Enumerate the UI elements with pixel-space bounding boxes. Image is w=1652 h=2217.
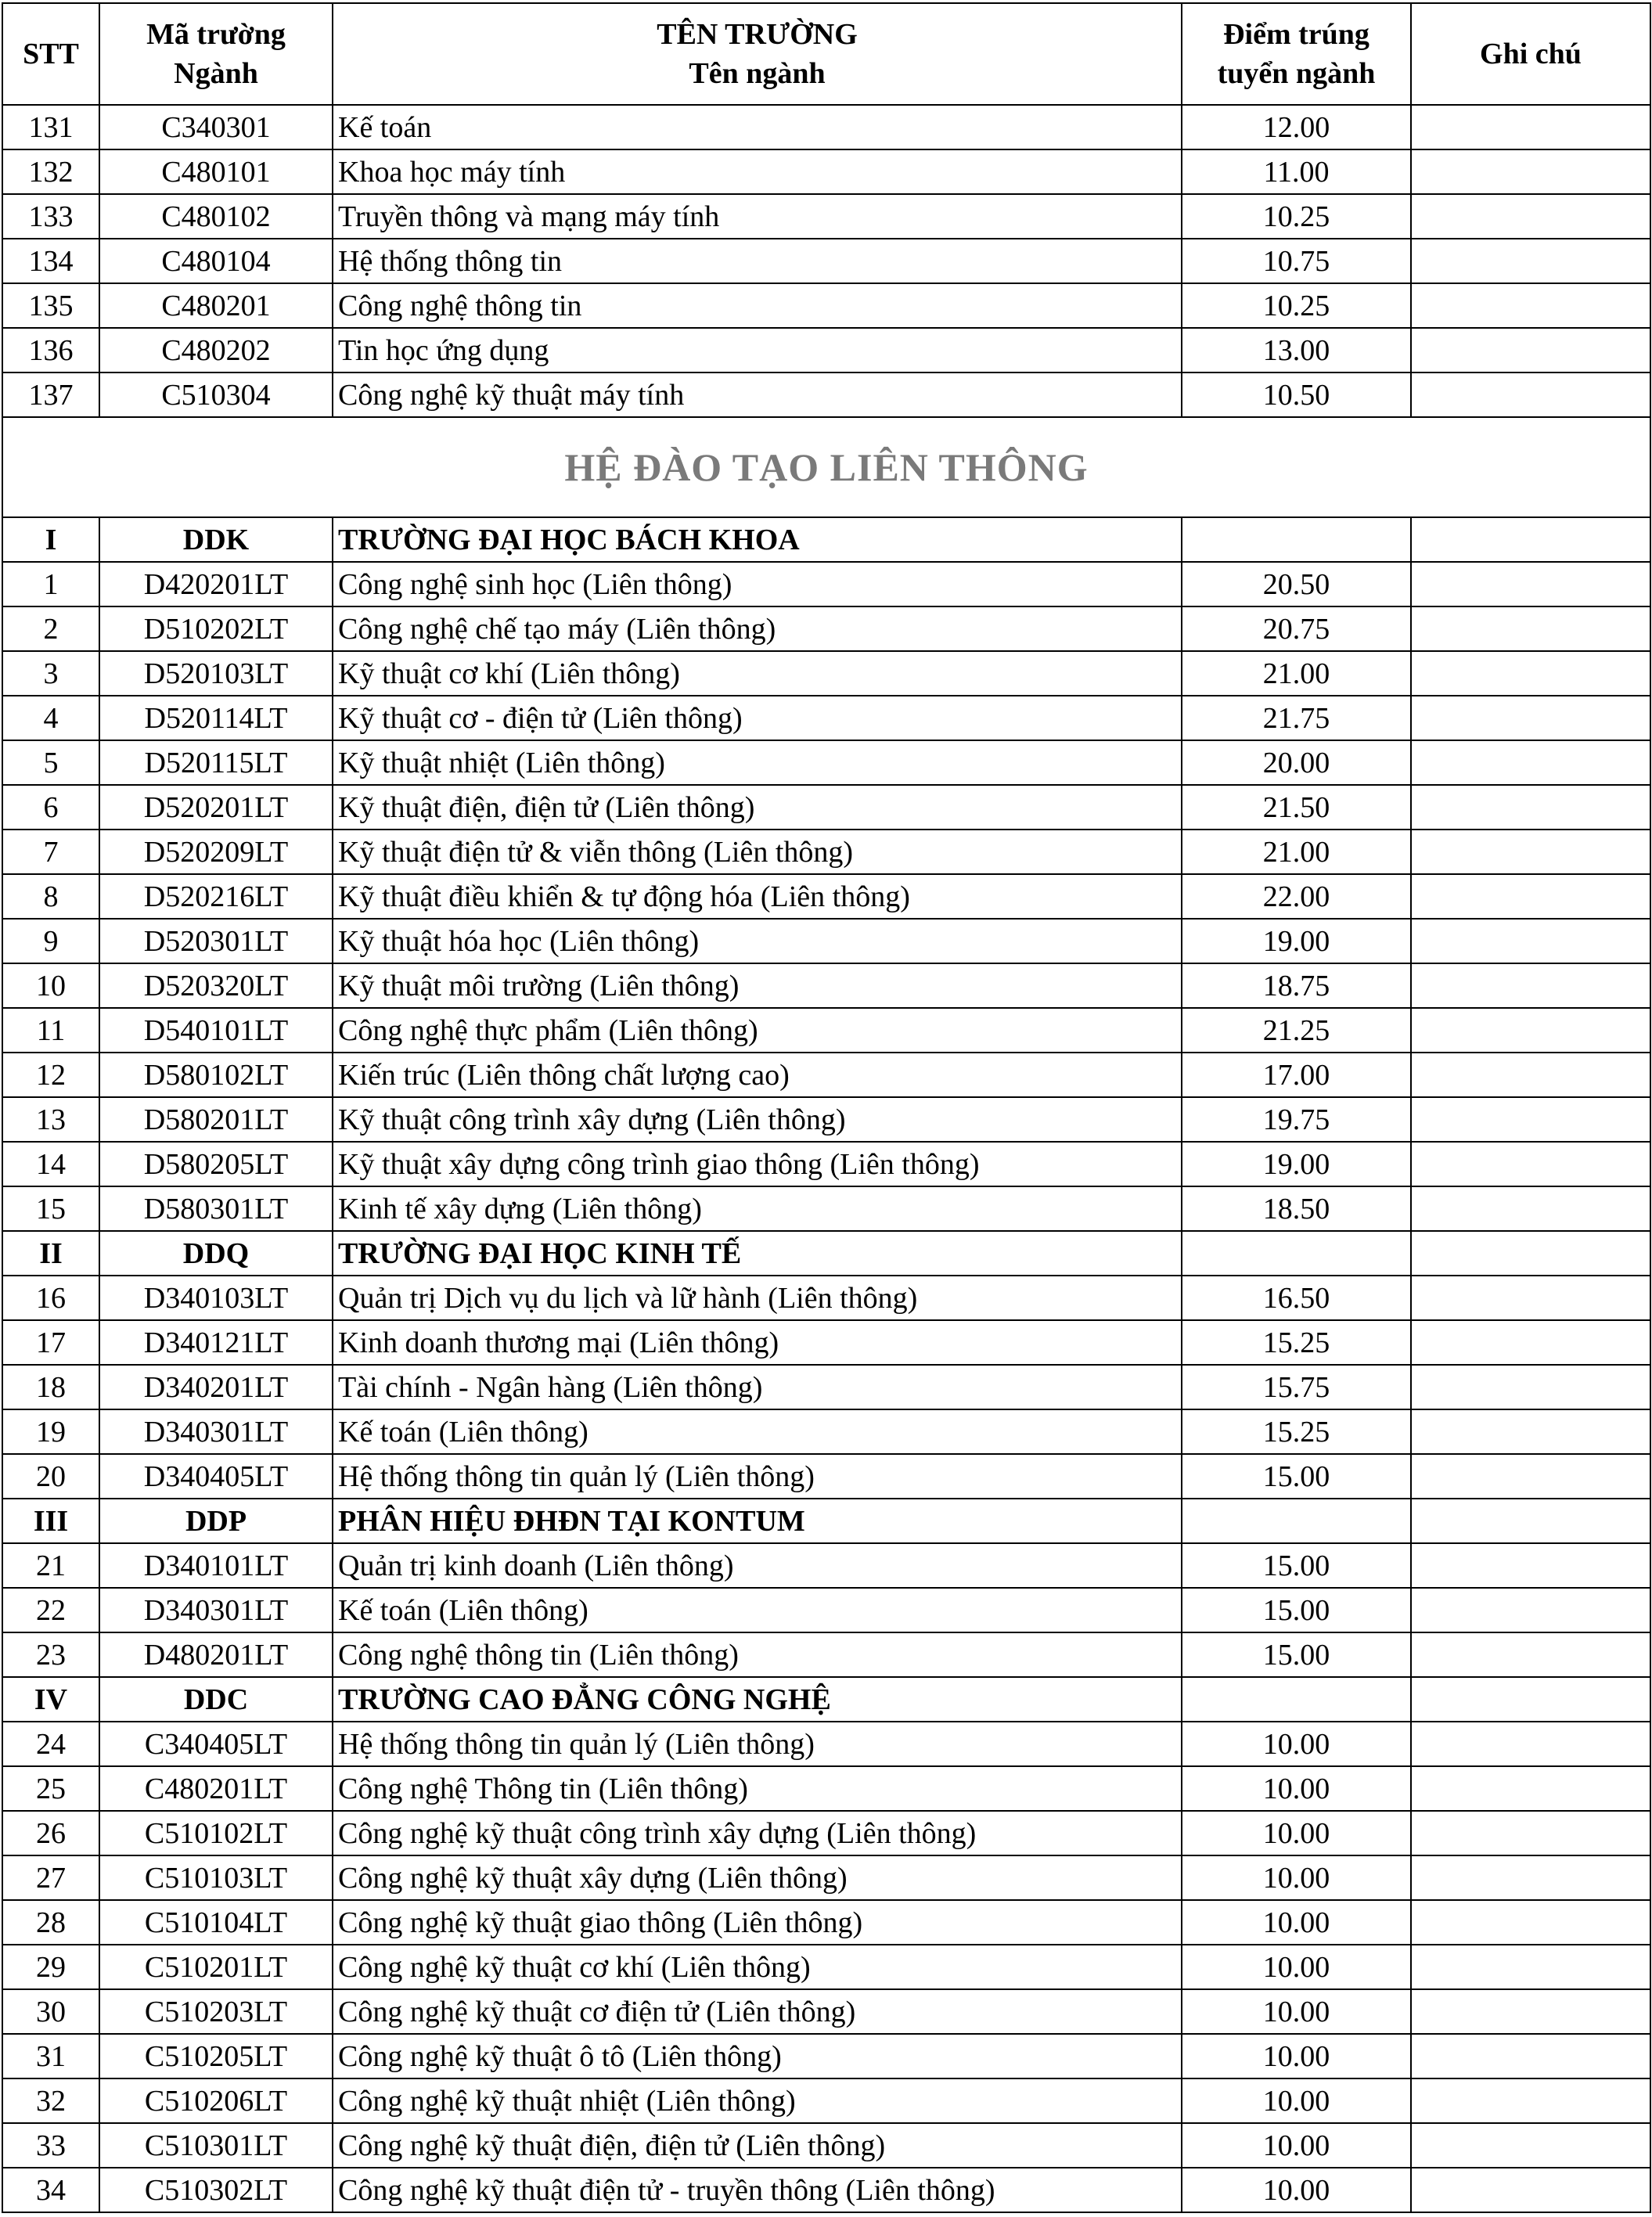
row-note — [1411, 740, 1650, 785]
row-score: 17.00 — [1182, 1053, 1411, 1097]
row-name: Công nghệ kỹ thuật ô tô (Liên thông) — [333, 2034, 1182, 2078]
table-row — [2, 2034, 1650, 2078]
row-stt: 24 — [2, 1722, 99, 1766]
row-note — [1411, 651, 1650, 696]
row-stt: 14 — [2, 1142, 99, 1186]
table-row — [2, 1766, 1650, 1811]
row-note — [1411, 2034, 1650, 2078]
row-note — [1411, 1365, 1650, 1409]
table-row — [2, 1186, 1650, 1231]
row-stt: 18 — [2, 1365, 99, 1409]
row-name: Hệ thống thông tin quản lý (Liên thông) — [333, 1454, 1182, 1499]
row-note — [1411, 328, 1650, 372]
header-score-line2: tuyển ngành — [1217, 57, 1376, 90]
row-stt: 5 — [2, 740, 99, 785]
group-row — [2, 1677, 1650, 1722]
table-row — [2, 1588, 1650, 1632]
row-code: C510103LT — [99, 1855, 333, 1900]
row-note — [1411, 785, 1650, 830]
row-name: Kế toán — [333, 105, 1182, 149]
table-row — [2, 562, 1650, 606]
row-score: 18.50 — [1182, 1186, 1411, 1231]
group-name: PHÂN HIỆU ĐHĐN TẠI KONTUM — [333, 1499, 1182, 1543]
header-code — [99, 3, 333, 105]
row-stt: 31 — [2, 2034, 99, 2078]
row-note — [1411, 1632, 1650, 1677]
group-score — [1182, 517, 1411, 562]
header-stt: STT — [2, 3, 99, 105]
table-row — [2, 1900, 1650, 1945]
row-name: Công nghệ sinh học (Liên thông) — [333, 562, 1182, 606]
row-note — [1411, 1900, 1650, 1945]
row-name: Công nghệ kỹ thuật giao thông (Liên thông) — [333, 1900, 1182, 1945]
row-stt: 20 — [2, 1454, 99, 1499]
table-row — [2, 328, 1650, 372]
table-body — [2, 105, 1650, 2212]
row-code: C510304 — [99, 372, 333, 417]
row-score: 10.75 — [1182, 239, 1411, 283]
row-name: Tin học ứng dụng — [333, 328, 1182, 372]
row-note — [1411, 919, 1650, 963]
row-code: D520301LT — [99, 919, 333, 963]
group-name: TRƯỜNG CAO ĐẲNG CÔNG NGHỆ — [333, 1677, 1182, 1722]
row-score: 15.00 — [1182, 1588, 1411, 1632]
row-code: C510302LT — [99, 2168, 333, 2212]
row-note — [1411, 1097, 1650, 1142]
group-stt: I — [2, 517, 99, 562]
row-stt: 6 — [2, 785, 99, 830]
row-score: 12.00 — [1182, 105, 1411, 149]
row-score: 10.00 — [1182, 2034, 1411, 2078]
row-note — [1411, 1454, 1650, 1499]
group-row — [2, 517, 1650, 562]
group-note — [1411, 517, 1650, 562]
row-name: Công nghệ kỹ thuật công trình xây dựng (Liên thông) — [333, 1811, 1182, 1855]
row-name: Kế toán (Liên thông) — [333, 1588, 1182, 1632]
row-score: 10.25 — [1182, 283, 1411, 328]
row-code: D340405LT — [99, 1454, 333, 1499]
row-stt: 135 — [2, 283, 99, 328]
row-code: C480104 — [99, 239, 333, 283]
header-name-line1: TÊN TRƯỜNG — [657, 18, 858, 51]
row-stt: 10 — [2, 963, 99, 1008]
row-stt: 17 — [2, 1320, 99, 1365]
row-stt: 4 — [2, 696, 99, 740]
row-code: D340121LT — [99, 1320, 333, 1365]
row-name: Kinh tế xây dựng (Liên thông) — [333, 1186, 1182, 1231]
row-stt: 28 — [2, 1900, 99, 1945]
row-stt: 27 — [2, 1855, 99, 1900]
row-code: D340301LT — [99, 1409, 333, 1454]
row-score: 16.50 — [1182, 1276, 1411, 1320]
row-stt: 15 — [2, 1186, 99, 1231]
table-row — [2, 1008, 1650, 1053]
row-stt: 34 — [2, 2168, 99, 2212]
row-name: Kỹ thuật cơ khí (Liên thông) — [333, 651, 1182, 696]
row-note — [1411, 1142, 1650, 1186]
row-name: Kỹ thuật xây dựng công trình giao thông (Liên thông) — [333, 1142, 1182, 1186]
row-code: D340201LT — [99, 1365, 333, 1409]
row-score: 15.75 — [1182, 1365, 1411, 1409]
row-score: 11.00 — [1182, 149, 1411, 194]
row-note — [1411, 1008, 1650, 1053]
row-note — [1411, 1855, 1650, 1900]
table-row — [2, 1053, 1650, 1097]
row-stt: 11 — [2, 1008, 99, 1053]
row-note — [1411, 1945, 1650, 1989]
table-row — [2, 1811, 1650, 1855]
row-score: 10.50 — [1182, 372, 1411, 417]
row-name: Công nghệ kỹ thuật điện tử - truyền thông (Liên thông) — [333, 2168, 1182, 2212]
row-note — [1411, 1989, 1650, 2034]
row-code: D520114LT — [99, 696, 333, 740]
table-row — [2, 1632, 1650, 1677]
row-code: C510201LT — [99, 1945, 333, 1989]
row-stt: 133 — [2, 194, 99, 239]
row-stt: 3 — [2, 651, 99, 696]
row-name: Kỹ thuật cơ - điện tử (Liên thông) — [333, 696, 1182, 740]
row-note — [1411, 2123, 1650, 2168]
row-stt: 1 — [2, 562, 99, 606]
table-row — [2, 372, 1650, 417]
table-row — [2, 1142, 1650, 1186]
group-stt: II — [2, 1231, 99, 1276]
row-name: Khoa học máy tính — [333, 149, 1182, 194]
row-code: D520201LT — [99, 785, 333, 830]
table-row — [2, 1543, 1650, 1588]
row-stt: 13 — [2, 1097, 99, 1142]
row-code: C480102 — [99, 194, 333, 239]
row-code: C510205LT — [99, 2034, 333, 2078]
row-stt: 25 — [2, 1766, 99, 1811]
row-score: 15.00 — [1182, 1543, 1411, 1588]
group-row — [2, 1499, 1650, 1543]
table-row — [2, 785, 1650, 830]
table-row — [2, 2168, 1650, 2212]
row-score: 21.00 — [1182, 830, 1411, 874]
row-score: 15.00 — [1182, 1454, 1411, 1499]
row-score: 10.00 — [1182, 2078, 1411, 2123]
row-name: Công nghệ thông tin (Liên thông) — [333, 1632, 1182, 1677]
row-code: D580205LT — [99, 1142, 333, 1186]
row-code: C480101 — [99, 149, 333, 194]
row-stt: 131 — [2, 105, 99, 149]
row-stt: 7 — [2, 830, 99, 874]
row-code: D520103LT — [99, 651, 333, 696]
row-note — [1411, 1409, 1650, 1454]
row-name: Kỹ thuật điều khiển & tự động hóa (Liên thông) — [333, 874, 1182, 919]
row-name: Tài chính - Ngân hàng (Liên thông) — [333, 1365, 1182, 1409]
row-score: 20.75 — [1182, 606, 1411, 651]
row-score: 10.00 — [1182, 2168, 1411, 2212]
row-name: Hệ thống thông tin — [333, 239, 1182, 283]
row-note — [1411, 606, 1650, 651]
row-note — [1411, 1543, 1650, 1588]
row-score: 10.00 — [1182, 1766, 1411, 1811]
row-stt: 12 — [2, 1053, 99, 1097]
group-code: DDP — [99, 1499, 333, 1543]
row-code: D580301LT — [99, 1186, 333, 1231]
row-name: Công nghệ kỹ thuật máy tính — [333, 372, 1182, 417]
table-row — [2, 830, 1650, 874]
table-row — [2, 105, 1650, 149]
header-row — [2, 3, 1650, 105]
row-score: 19.00 — [1182, 919, 1411, 963]
table-row — [2, 2123, 1650, 2168]
row-note — [1411, 2168, 1650, 2212]
row-name: Kiến trúc (Liên thông chất lượng cao) — [333, 1053, 1182, 1097]
row-note — [1411, 372, 1650, 417]
row-name: Công nghệ Thông tin (Liên thông) — [333, 1766, 1182, 1811]
row-stt: 132 — [2, 149, 99, 194]
row-name: Kỹ thuật điện, điện tử (Liên thông) — [333, 785, 1182, 830]
row-stt: 2 — [2, 606, 99, 651]
row-stt: 32 — [2, 2078, 99, 2123]
row-code: D420201LT — [99, 562, 333, 606]
row-code: C340405LT — [99, 1722, 333, 1766]
row-stt: 16 — [2, 1276, 99, 1320]
row-code: D520216LT — [99, 874, 333, 919]
row-name: Kỹ thuật nhiệt (Liên thông) — [333, 740, 1182, 785]
row-note — [1411, 2078, 1650, 2123]
row-score: 10.00 — [1182, 1900, 1411, 1945]
row-code: C340301 — [99, 105, 333, 149]
row-name: Công nghệ kỹ thuật xây dựng (Liên thông) — [333, 1855, 1182, 1900]
row-code: D340103LT — [99, 1276, 333, 1320]
row-score: 20.00 — [1182, 740, 1411, 785]
table-row — [2, 1276, 1650, 1320]
row-code: C480201LT — [99, 1766, 333, 1811]
header-name — [333, 3, 1182, 105]
row-code: C480201 — [99, 283, 333, 328]
row-score: 21.00 — [1182, 651, 1411, 696]
row-code: C480202 — [99, 328, 333, 372]
row-name: Kế toán (Liên thông) — [333, 1409, 1182, 1454]
row-name: Kỹ thuật hóa học (Liên thông) — [333, 919, 1182, 963]
group-name: TRƯỜNG ĐẠI HỌC BÁCH KHOA — [333, 517, 1182, 562]
row-score: 15.00 — [1182, 1632, 1411, 1677]
group-row — [2, 1231, 1650, 1276]
row-name: Công nghệ thực phẩm (Liên thông) — [333, 1008, 1182, 1053]
group-score — [1182, 1499, 1411, 1543]
group-code: DDC — [99, 1677, 333, 1722]
row-score: 10.00 — [1182, 1855, 1411, 1900]
row-score: 10.00 — [1182, 1722, 1411, 1766]
row-name: Công nghệ kỹ thuật điện, điện tử (Liên thông) — [333, 2123, 1182, 2168]
row-code: D510202LT — [99, 606, 333, 651]
table-row — [2, 1320, 1650, 1365]
table-row — [2, 1454, 1650, 1499]
table-row — [2, 651, 1650, 696]
row-code: D340301LT — [99, 1588, 333, 1632]
row-stt: 19 — [2, 1409, 99, 1454]
row-score: 21.25 — [1182, 1008, 1411, 1053]
row-note — [1411, 1186, 1650, 1231]
header-name-line2: Tên ngành — [689, 57, 826, 90]
header-code-line2: Ngành — [174, 57, 258, 90]
row-stt: 26 — [2, 1811, 99, 1855]
section-row — [2, 417, 1650, 517]
header-note: Ghi chú — [1411, 3, 1650, 105]
row-code: D480201LT — [99, 1632, 333, 1677]
group-stt: III — [2, 1499, 99, 1543]
row-code: D520115LT — [99, 740, 333, 785]
table-row — [2, 149, 1650, 194]
table-row — [2, 239, 1650, 283]
row-code: D540101LT — [99, 1008, 333, 1053]
row-name: Kỹ thuật điện tử & viễn thông (Liên thông) — [333, 830, 1182, 874]
row-code: C510203LT — [99, 1989, 333, 2034]
row-score: 19.00 — [1182, 1142, 1411, 1186]
row-note — [1411, 1811, 1650, 1855]
row-score: 10.00 — [1182, 2123, 1411, 2168]
row-name: Hệ thống thông tin quản lý (Liên thông) — [333, 1722, 1182, 1766]
row-name: Truyền thông và mạng máy tính — [333, 194, 1182, 239]
row-stt: 136 — [2, 328, 99, 372]
row-note — [1411, 696, 1650, 740]
row-stt: 134 — [2, 239, 99, 283]
row-note — [1411, 562, 1650, 606]
row-score: 21.50 — [1182, 785, 1411, 830]
row-stt: 21 — [2, 1543, 99, 1588]
row-note — [1411, 283, 1650, 328]
row-name: Công nghệ thông tin — [333, 283, 1182, 328]
row-score: 15.25 — [1182, 1320, 1411, 1365]
row-code: C510102LT — [99, 1811, 333, 1855]
row-name: Công nghệ kỹ thuật nhiệt (Liên thông) — [333, 2078, 1182, 2123]
row-stt: 22 — [2, 1588, 99, 1632]
row-note — [1411, 1276, 1650, 1320]
group-name: TRƯỜNG ĐẠI HỌC KINH TẾ — [333, 1231, 1182, 1276]
row-note — [1411, 830, 1650, 874]
row-note — [1411, 149, 1650, 194]
table-row — [2, 740, 1650, 785]
row-code: C510301LT — [99, 2123, 333, 2168]
table-row — [2, 1722, 1650, 1766]
table-row — [2, 1945, 1650, 1989]
row-score: 10.00 — [1182, 1945, 1411, 1989]
table-row — [2, 1365, 1650, 1409]
table-row — [2, 696, 1650, 740]
row-name: Công nghệ kỹ thuật cơ khí (Liên thông) — [333, 1945, 1182, 1989]
row-code: D580102LT — [99, 1053, 333, 1097]
row-name: Công nghệ kỹ thuật cơ điện tử (Liên thông) — [333, 1989, 1182, 2034]
row-note — [1411, 874, 1650, 919]
row-score: 22.00 — [1182, 874, 1411, 919]
row-stt: 8 — [2, 874, 99, 919]
table-row — [2, 963, 1650, 1008]
row-code: D340101LT — [99, 1543, 333, 1588]
row-stt: 29 — [2, 1945, 99, 1989]
row-note — [1411, 1320, 1650, 1365]
row-code: D520320LT — [99, 963, 333, 1008]
row-score: 21.75 — [1182, 696, 1411, 740]
table-row — [2, 874, 1650, 919]
group-note — [1411, 1499, 1650, 1543]
row-note — [1411, 194, 1650, 239]
table-row — [2, 2078, 1650, 2123]
row-note — [1411, 105, 1650, 149]
row-note — [1411, 1766, 1650, 1811]
header-score — [1182, 3, 1411, 105]
row-note — [1411, 1588, 1650, 1632]
table-row — [2, 1097, 1650, 1142]
row-stt: 9 — [2, 919, 99, 963]
group-stt: IV — [2, 1677, 99, 1722]
row-score: 18.75 — [1182, 963, 1411, 1008]
row-score: 13.00 — [1182, 328, 1411, 372]
table-row — [2, 606, 1650, 651]
row-code: C510104LT — [99, 1900, 333, 1945]
table-row — [2, 283, 1650, 328]
row-code: C510206LT — [99, 2078, 333, 2123]
table-row — [2, 1409, 1650, 1454]
row-name: Kỹ thuật công trình xây dựng (Liên thông) — [333, 1097, 1182, 1142]
row-code: D520209LT — [99, 830, 333, 874]
table-row — [2, 1855, 1650, 1900]
row-stt: 30 — [2, 1989, 99, 2034]
group-code: DDK — [99, 517, 333, 562]
row-score: 20.50 — [1182, 562, 1411, 606]
section-title: HỆ ĐÀO TẠO LIÊN THÔNG — [2, 417, 1650, 517]
row-stt: 23 — [2, 1632, 99, 1677]
row-name: Công nghệ chế tạo máy (Liên thông) — [333, 606, 1182, 651]
row-score: 19.75 — [1182, 1097, 1411, 1142]
admission-score-table — [2, 2, 1651, 2213]
row-note — [1411, 239, 1650, 283]
row-score: 10.00 — [1182, 1811, 1411, 1855]
row-stt: 33 — [2, 2123, 99, 2168]
row-name: Quản trị Dịch vụ du lịch và lữ hành (Liên thông) — [333, 1276, 1182, 1320]
row-name: Kinh doanh thương mại (Liên thông) — [333, 1320, 1182, 1365]
row-score: 10.00 — [1182, 1989, 1411, 2034]
row-name: Quản trị kinh doanh (Liên thông) — [333, 1543, 1182, 1588]
row-stt: 137 — [2, 372, 99, 417]
table-row — [2, 194, 1650, 239]
group-note — [1411, 1677, 1650, 1722]
row-note — [1411, 1722, 1650, 1766]
row-note — [1411, 963, 1650, 1008]
group-note — [1411, 1231, 1650, 1276]
group-code: DDQ — [99, 1231, 333, 1276]
group-score — [1182, 1677, 1411, 1722]
header-score-line1: Điểm trúng — [1223, 18, 1369, 51]
row-note — [1411, 1053, 1650, 1097]
row-code: D580201LT — [99, 1097, 333, 1142]
header-code-line1: Mã trường — [146, 18, 286, 51]
group-score — [1182, 1231, 1411, 1276]
table-row — [2, 1989, 1650, 2034]
table-row — [2, 919, 1650, 963]
row-score: 15.25 — [1182, 1409, 1411, 1454]
row-name: Kỹ thuật môi trường (Liên thông) — [333, 963, 1182, 1008]
row-score: 10.25 — [1182, 194, 1411, 239]
